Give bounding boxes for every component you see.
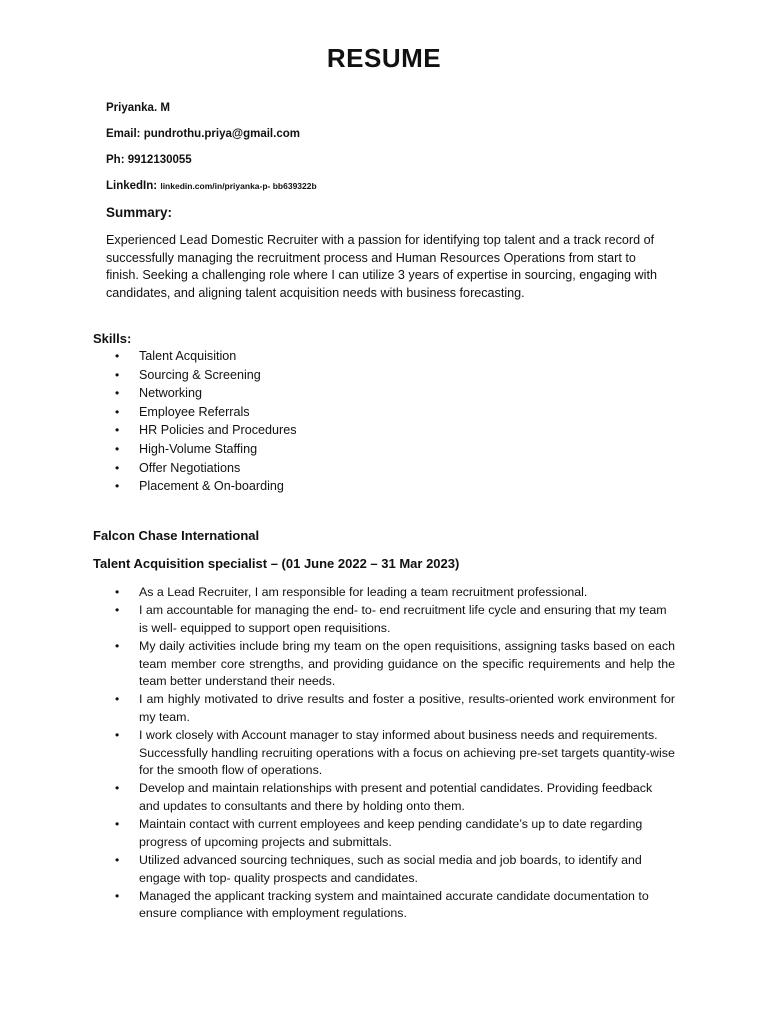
phone-value: 9912130055 bbox=[127, 154, 192, 166]
summary-heading: Summary: bbox=[106, 205, 173, 220]
contact-phone bbox=[106, 154, 192, 166]
email-value: pundrothu.priya@gmail.com bbox=[143, 128, 300, 140]
skill-item: • Employee Referrals bbox=[115, 403, 297, 422]
skill-item: • High-Volume Staffing bbox=[115, 440, 297, 459]
skill-item: • Offer Negotiations bbox=[115, 459, 297, 478]
skill-item: • Networking bbox=[115, 384, 297, 403]
duty-item: • Maintain contact with current employees and keep pending candidate’s up to date regarding progress of upcoming projects and submittals. bbox=[115, 816, 675, 851]
contact-name: Priyanka. M bbox=[106, 102, 170, 114]
duty-item: • Develop and maintain relationships with present and potential candidates. Providing feedback and updates to consultants and there by holding onto them. bbox=[115, 780, 675, 815]
skill-item: • Sourcing & Screening bbox=[115, 366, 297, 385]
skill-item: • Talent Acquisition bbox=[115, 347, 297, 366]
skill-item: • Placement & On-boarding bbox=[115, 477, 297, 496]
duty-item: • I am accountable for managing the end- to- end recruitment life cycle and ensuring that my team is well- equipped to support open requisitions. bbox=[115, 602, 675, 637]
skills-list bbox=[115, 347, 297, 496]
duty-item: • Utilized advanced sourcing techniques, such as social media and job boards, to identify and engage with top- quality prospects and candidates. bbox=[115, 852, 675, 887]
linkedin-value: linkedin.com/in/priyanka-p- bb639322b bbox=[160, 181, 317, 191]
duty-item: • I am highly motivated to drive results and foster a positive, results-oriented work environment for my team. bbox=[115, 691, 675, 726]
company-name: Falcon Chase International bbox=[93, 528, 260, 543]
duty-item: • I work closely with Account manager to stay informed about business needs and requirements. Successfully handling recruiting operations with a focus on achieving pre-set targets quantity-wise for the smooth flow of operations. bbox=[115, 727, 675, 779]
duty-item: • As a Lead Recruiter, I am responsible for leading a team recruitment professional. bbox=[115, 584, 675, 601]
contact-email bbox=[106, 128, 300, 140]
skill-item: • HR Policies and Procedures bbox=[115, 421, 297, 440]
duty-item: • Managed the applicant tracking system and maintained accurate candidate documentation to ensure compliance with employment regulations. bbox=[115, 888, 675, 923]
page-title: RESUME bbox=[326, 43, 442, 73]
email-label: Email: bbox=[106, 128, 141, 140]
summary-text: Experienced Lead Domestic Recruiter with a passion for identifying top talent and a track record of successfully managing the recruitment process and Human Resources Operations from start to finish. Seeking a challenging role where I can utilize 3 years of expertise in sourcing, engaging with candidates, and aligning talent acquisition needs with business forecasting. bbox=[106, 233, 657, 300]
linkedin-label: LinkedIn: bbox=[106, 180, 158, 192]
contact-linkedin bbox=[106, 180, 317, 192]
phone-label: Ph: bbox=[106, 154, 125, 166]
duties-list bbox=[115, 584, 675, 924]
duty-item: • My daily activities include bring my team on the open requisitions, assigning tasks based on each team member core strengths, and providing guidance on the specific requirements and help the team better understand their needs. bbox=[115, 638, 675, 690]
job-role: Talent Acquisition specialist – (01 June 2022 – 31 Mar 2023) bbox=[93, 556, 460, 571]
skills-heading: Skills: bbox=[93, 331, 132, 346]
